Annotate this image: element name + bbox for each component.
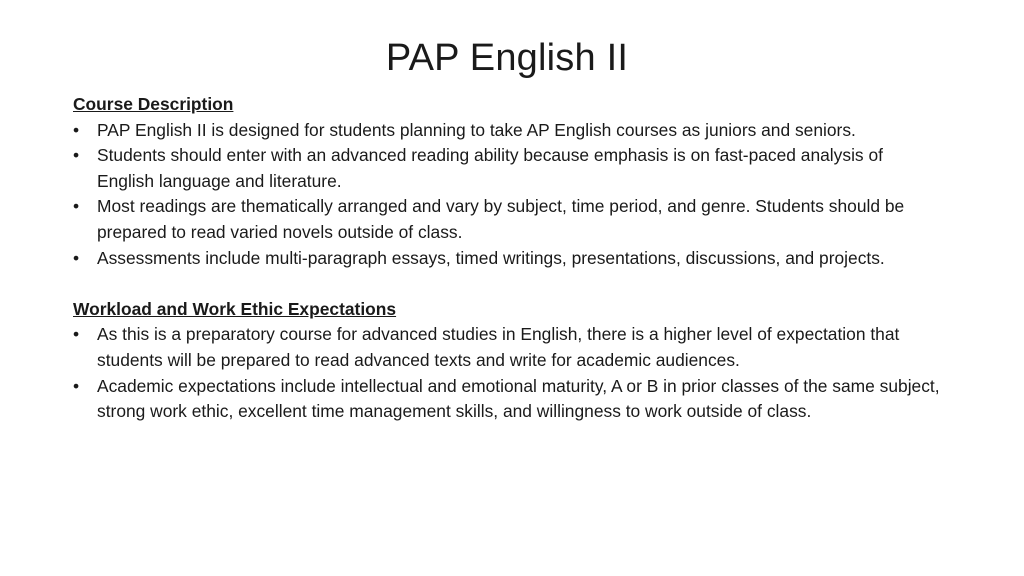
bullet-icon: • <box>73 247 80 268</box>
section-spacer <box>73 271 943 297</box>
list-item <box>73 246 943 272</box>
bullet-icon: • <box>73 119 80 140</box>
section-heading: Course Description <box>73 94 234 114</box>
list-item <box>73 194 943 245</box>
slide-title: PAP English II <box>385 37 629 79</box>
section-workload-expectations <box>73 297 943 425</box>
section-course-description <box>73 92 943 271</box>
slide-content <box>73 92 943 425</box>
bullet-text: Students should enter with an advanced reading ability because emphasis is on fast-paced analysis of English language and literature. <box>97 145 883 191</box>
bullet-icon: • <box>73 196 80 217</box>
list-item <box>73 143 943 194</box>
list-item <box>73 118 943 144</box>
bullet-text: Academic expectations include intellectual and emotional maturity, A or B in prior classes of the same subject, strong work ethic, excellent time management skills, and willingness to work outside of class. <box>97 375 940 422</box>
bullet-list <box>73 322 943 424</box>
section-heading: Workload and Work Ethic Expectations <box>73 298 397 319</box>
bullet-icon: • <box>73 324 80 345</box>
bullet-icon: • <box>73 145 80 166</box>
bullet-icon: • <box>73 375 80 396</box>
bullet-text: Assessments include multi-paragraph essays, timed writings, presentations, discussions, and projects. <box>97 247 885 268</box>
list-item <box>73 322 943 373</box>
list-item <box>73 374 943 425</box>
bullet-text: PAP English II is designed for students planning to take AP English courses as juniors and seniors. <box>97 119 856 140</box>
bullet-text: Most readings are thematically arranged and vary by subject, time period, and genre. Students should be prepared to read varied novels outside of class. <box>97 196 905 242</box>
bullet-list <box>73 118 943 272</box>
bullet-text: As this is a preparatory course for advanced studies in English, there is a higher level of expectation that students will be prepared to read advanced texts and write for academic audiences. <box>97 324 900 370</box>
